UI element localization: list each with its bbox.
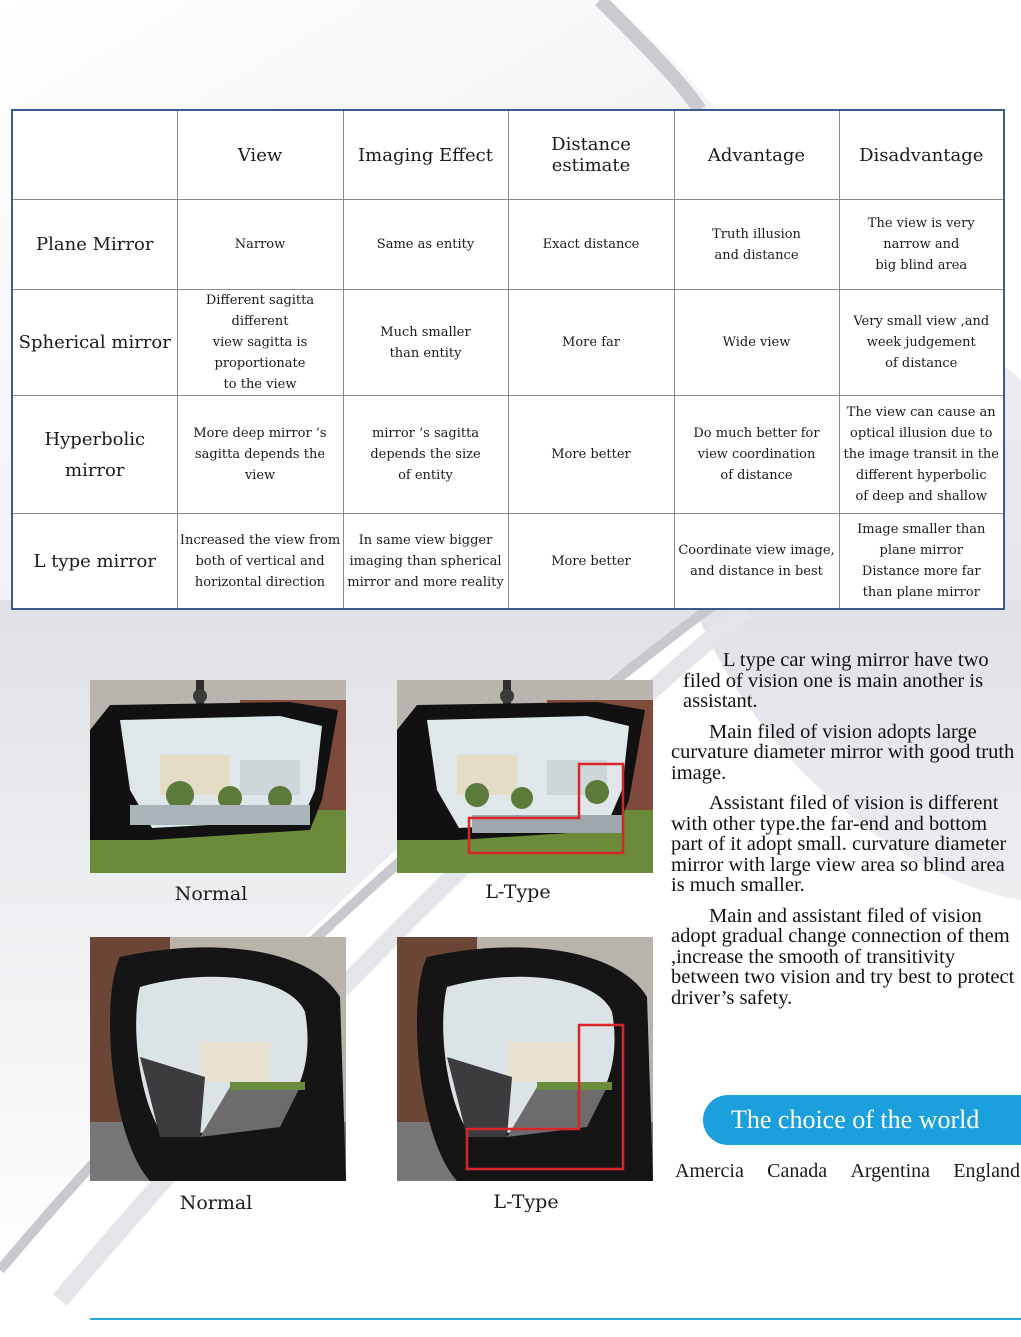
table-header-cell: Distance estimate bbox=[508, 110, 674, 200]
description-paragraph: Assistant filed of vision is different with other type.the far-end and bottom part of it adopt small. curvature diameter mirror with large view area so blind area is much smaller. bbox=[671, 792, 1007, 896]
table-cell: Coordinate view image, and distance in best bbox=[674, 514, 839, 610]
table-cell: The view can cause an optical illusion due to the image transit in the different hyperbolic of deep and shallow bbox=[839, 396, 1004, 514]
table-header-cell: Disadvantage bbox=[839, 110, 1004, 200]
row-header-cell: Hyperbolic mirror bbox=[12, 396, 177, 514]
table-cell: In same view bigger imaging than spherical mirror and more reality bbox=[343, 514, 508, 610]
table-cell: Exact distance bbox=[508, 200, 674, 290]
table-row bbox=[12, 200, 1004, 290]
table-row bbox=[12, 290, 1004, 396]
table-cell: Image smaller than plane mirror Distance more far than plane mirror bbox=[839, 514, 1004, 610]
table-cell: Wide view bbox=[674, 290, 839, 396]
l-type-mirror-photo-2 bbox=[397, 937, 653, 1181]
table-cell: More far bbox=[508, 290, 674, 396]
description-paragraph: Main filed of vision adopts large curvature diameter mirror with good truth image. bbox=[671, 720, 1015, 784]
table-cell: Truth illusion and distance bbox=[674, 200, 839, 290]
normal-mirror-photo-2 bbox=[90, 937, 346, 1181]
table-cell: More deep mirror ‘s sagitta depends the view bbox=[177, 396, 343, 514]
comparison-table bbox=[11, 109, 1005, 610]
country-item: Canada bbox=[767, 1160, 828, 1182]
table-cell: Much smaller than entity bbox=[343, 290, 508, 396]
table-cell: mirror ‘s sagitta depends the size of entity bbox=[343, 396, 508, 514]
row-header-cell: Plane Mirror bbox=[12, 200, 177, 290]
table-cell: Do much better for view coordination of distance bbox=[674, 396, 839, 514]
table-cell: Very small view ,and week judgement of distance bbox=[839, 290, 1004, 396]
photo-caption: Normal bbox=[179, 1192, 253, 1214]
choice-banner: The choice of the world bbox=[703, 1095, 1021, 1145]
table-row bbox=[12, 396, 1004, 514]
country-item: England bbox=[953, 1160, 1020, 1182]
description-text bbox=[671, 650, 1016, 1018]
table-header-cell bbox=[12, 110, 177, 200]
row-header-cell: L type mirror bbox=[12, 514, 177, 610]
photo-caption: L-Type bbox=[485, 881, 551, 903]
table-cell: Increased the view from both of vertical and horizontal direction bbox=[177, 514, 343, 610]
normal-mirror-photo-1 bbox=[90, 680, 346, 873]
table-cell: More better bbox=[508, 514, 674, 610]
table-row bbox=[12, 514, 1004, 610]
country-item: Amercia bbox=[675, 1160, 744, 1182]
row-header-cell: Spherical mirror bbox=[12, 290, 177, 396]
table-header-row bbox=[12, 110, 1004, 200]
table-cell: More better bbox=[508, 396, 674, 514]
description-paragraph: L type car wing mirror have two filed of vision one is main another is assistant. bbox=[683, 649, 989, 712]
l-type-mirror-photo-1 bbox=[397, 680, 653, 873]
table-cell: The view is very narrow and big blind area bbox=[839, 200, 1004, 290]
country-item: Argentina bbox=[850, 1160, 931, 1182]
table-header-cell: View bbox=[177, 110, 343, 200]
table-header-cell: Imaging Effect bbox=[343, 110, 508, 200]
table-header-cell: Advantage bbox=[674, 110, 839, 200]
table-cell: Narrow bbox=[177, 200, 343, 290]
photo-caption: L-Type bbox=[493, 1191, 559, 1213]
photo-caption: Normal bbox=[174, 883, 248, 905]
country-list bbox=[675, 1160, 1020, 1183]
description-paragraph: Main and assistant filed of vision adopt gradual change connection of them ,increase the smooth of transitivity between two vision and try best to protect driver’s safety. bbox=[671, 904, 1015, 1009]
footer-divider bbox=[90, 1318, 1021, 1320]
table-cell: Different sagitta different view sagitta is proportionate to the view bbox=[177, 290, 343, 396]
table-cell: Same as entity bbox=[343, 200, 508, 290]
